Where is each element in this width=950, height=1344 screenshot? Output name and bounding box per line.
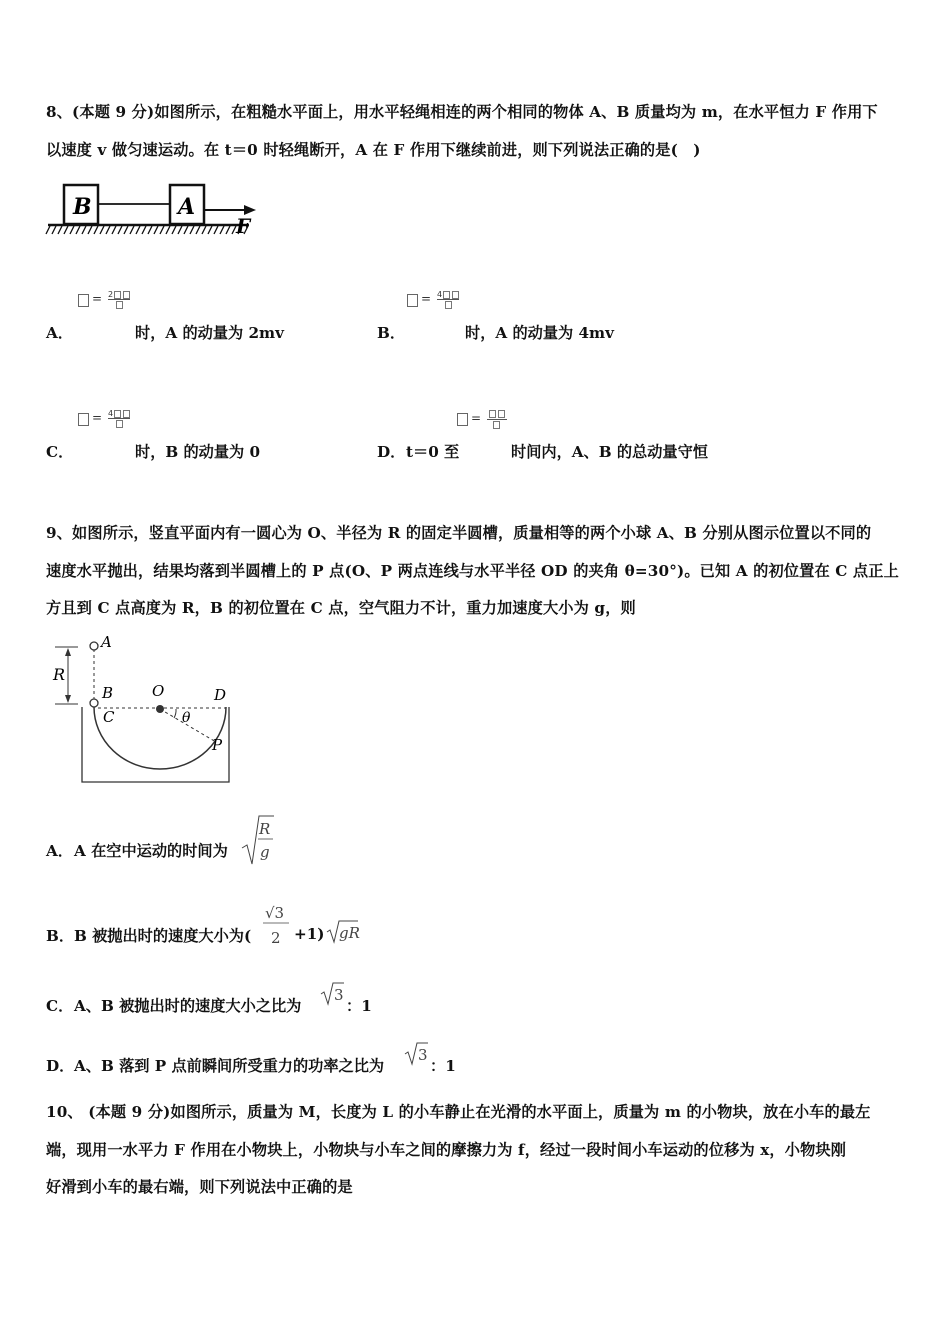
q9-a-num: R	[259, 820, 271, 838]
q9-figure	[46, 630, 246, 790]
q9-line-2: 速度水平抛出，结果均落到半圆槽上的 P 点(O、P 两点连线与水平半径 OD 的夹角 θ=30°)。已知 A 的初位置在 C 点正上	[46, 562, 899, 580]
label-r: R	[53, 665, 66, 684]
q10-line-3: 好滑到小车的最右端，则下列说法中正确的是	[46, 1178, 353, 1196]
q9-option-a-key: A．	[46, 842, 73, 860]
force-label: F	[236, 214, 251, 238]
q9-line-1: 9、如图所示，竖直平面内有一圆心为 O、半径为 R 的固定半圆槽，质量相等的两个小球 A、B 分别从图示位置以不同的	[46, 524, 872, 542]
q8-option-d-prefix: t＝0 至	[406, 443, 460, 461]
label-b: B	[102, 684, 114, 702]
q8-option-b-text: 时，A 的动量为 4mv	[465, 324, 614, 342]
q9-d-sqrt-arg: 3	[418, 1046, 428, 1064]
q9-line-3: 方且到 C 点高度为 R，B 的初位置在 C 点，空气阻力不计，重力加速度大小为 g，则	[46, 599, 636, 617]
q9-option-d-text: A、B 落到 P 点前瞬间所受重力的功率之比为	[74, 1057, 385, 1075]
q9-option-d-key: D．	[46, 1057, 75, 1075]
q9-option-b-fraction	[262, 898, 294, 950]
q9-option-a-text: A 在空中运动的时间为	[74, 842, 228, 860]
q8-option-c-formula: = 4	[78, 409, 131, 429]
label-o: O	[152, 682, 165, 700]
q9-a-den: g	[260, 843, 270, 861]
q9-option-a-formula	[240, 812, 276, 868]
label-theta: θ	[182, 710, 191, 726]
q9-b-den: 2	[271, 929, 281, 947]
q8-option-d-text: 时间内，A、B 的总动量守恒	[511, 443, 708, 461]
q8-option-d-formula: =	[457, 409, 507, 430]
ball-a	[90, 642, 98, 650]
q9-option-c-text: A、B 被抛出时的速度大小之比为	[74, 997, 302, 1015]
q9-c-sqrt-arg: 3	[334, 986, 344, 1004]
q8-option-d-key: D．	[377, 443, 406, 461]
q9-b-num: √3	[265, 904, 285, 922]
q9-option-c-key: C．	[46, 997, 74, 1015]
ball-b	[90, 699, 98, 707]
q9-option-b-sqrt	[326, 918, 360, 944]
q8-line-2: 以速度 v 做匀速运动。在 t＝0 时轻绳断开，A 在 F 作用下继续前进，则下列说法正确的是( )	[46, 141, 701, 159]
q8-option-a-key: A．	[46, 324, 73, 342]
q9-option-c-tail: ：1	[346, 997, 372, 1015]
block-a-label: A	[178, 194, 196, 220]
q8-option-c-text: 时，B 的动量为 0	[135, 443, 261, 461]
block-b-label: B	[73, 194, 92, 220]
q9-option-d-tail: ：1	[430, 1057, 456, 1075]
label-a: A	[101, 633, 112, 651]
q9-option-b-key: B．	[46, 927, 75, 945]
q8-option-c-key: C．	[46, 443, 74, 461]
q8-option-b-key: B．	[377, 324, 406, 342]
q8-option-a-text: 时，A 的动量为 2mv	[135, 324, 284, 342]
q8-option-b-formula: = 4	[407, 290, 460, 310]
q10-line-2: 端，现用一水平力 F 作用在小物块上，小物块与小车之间的摩擦力为 f，经过一段时间小车运动的位移为 x，小物块刚	[46, 1141, 847, 1159]
q9-option-c-sqrt	[320, 980, 346, 1006]
q9-b-sqrt-arg: gR	[339, 924, 360, 942]
q9-option-b-tail: +1)	[294, 925, 325, 943]
q8-option-a-formula: = 2	[78, 290, 131, 310]
q8-figure	[44, 170, 264, 238]
q10-line-1: 10、 (本题 9 分)如图所示，质量为 M，长度为 L 的小车静止在光滑的水平面上，质量为 m 的小物块，放在小车的最左	[46, 1103, 871, 1121]
label-p: P	[212, 736, 223, 754]
q9-option-d-sqrt	[404, 1040, 430, 1066]
q9-option-b-text: B 被抛出时的速度大小为(	[74, 927, 252, 945]
q8-line-1: 8、(本题 9 分)如图所示，在粗糙水平面上，用水平轻绳相连的两个相同的物体 A、B 质量均为 m，在水平恒力 F 作用下	[46, 103, 878, 121]
label-c: C	[103, 708, 115, 726]
label-d: D	[214, 686, 227, 704]
